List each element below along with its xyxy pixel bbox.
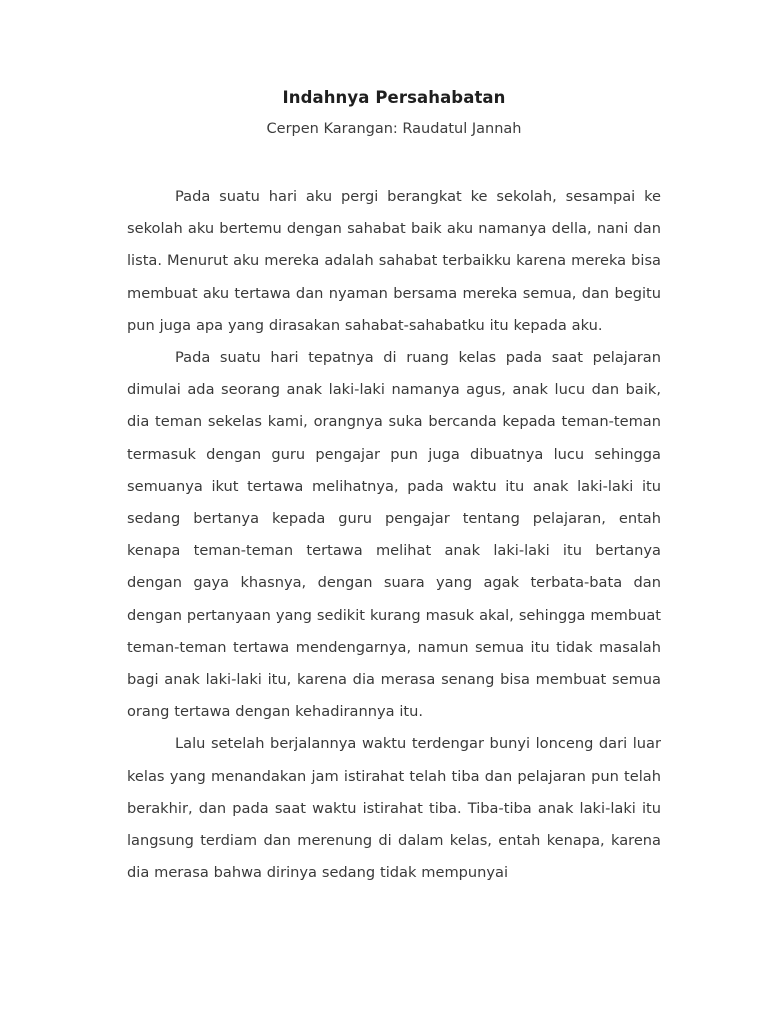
document-byline: Cerpen Karangan: Raudatul Jannah [266,121,522,137]
paragraph: Pada suatu hari aku pergi berangkat ke sekolah, sesampai ke sekolah aku bertemu dengan sahabat baik aku namanya della, nani dan lista. Menurut aku mereka adalah sahabat terbaikku karena mereka bisa membuat aku tertawa dan nyaman bersama mereka semua, dan begitu pun juga apa yang dirasakan sahabat-sahabatku itu kepada aku. [127,188,661,334]
story-body [127,181,661,889]
page-title: Indahnya Persahabatan [282,88,506,107]
paragraph: Pada suatu hari tepatnya di ruang kelas pada saat pelajaran dimulai ada seorang anak laki-laki namanya agus, anak lucu dan baik, dia teman sekelas kami, orangnya suka bercanda kepada teman-teman termasuk dengan guru pengajar pun juga dibuatnya lucu sehingga semuanya ikut tertawa melihatnya, pada waktu itu anak laki-laki itu sedang bertanya kepada guru pengajar tentang pelajaran, entah kenapa teman-teman tertawa melihat anak laki-laki itu bertanya dengan gaya khasnya, dengan suara yang agak terbata-bata dan dengan pertanyaan yang sedikit kurang masuk akal, sehingga membuat teman-teman tertawa mendengarnya, namun semua itu tidak masalah bagi anak laki-laki itu, karena dia merasa senang bisa membuat semua orang tertawa dengan kehadirannya itu. [127,349,661,721]
paragraph: Lalu setelah berjalannya waktu terdengar bunyi lonceng dari luar kelas yang menandakan jam istirahat telah tiba dan pelajaran pun telah berakhir, dan pada saat waktu istirahat tiba. Tiba-tiba anak laki-laki itu langsung terdiam dan merenung di dalam kelas, entah kenapa, karena dia merasa bahwa dirinya sedang tidak mempunyai [127,735,661,882]
